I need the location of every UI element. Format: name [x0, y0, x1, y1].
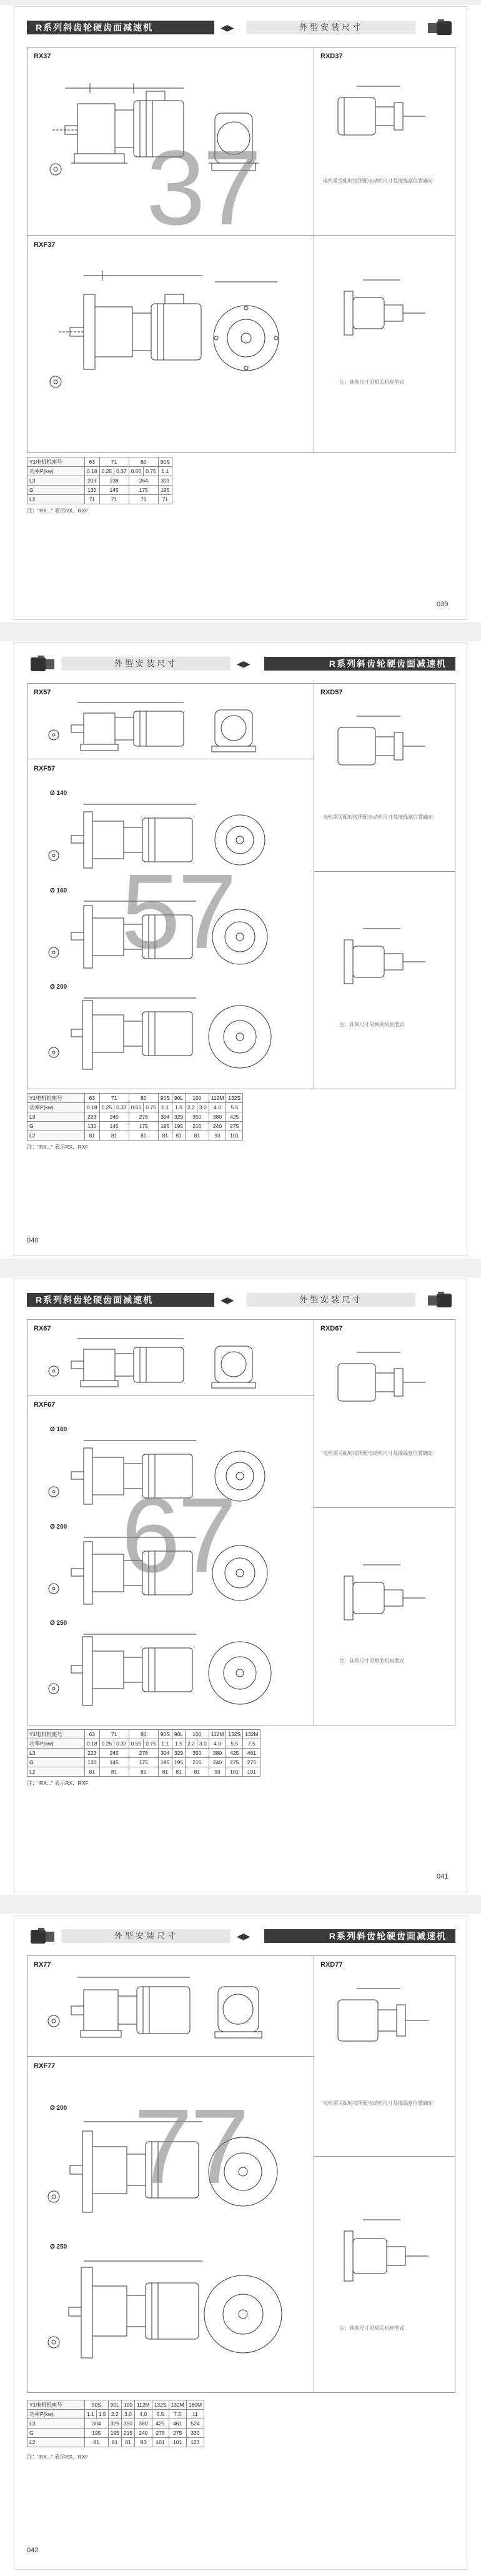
frame-size-watermark: 67 [121, 1476, 235, 1595]
page-number: 040 [27, 1237, 39, 1244]
header-arrow-icon: ◀▶ [237, 659, 250, 669]
table-row: G 130 145 175 195 195 215 240 275 275 [27, 1758, 260, 1767]
spec-table [27, 1729, 260, 1777]
flange-size-label: Ø 200 [50, 2105, 67, 2112]
table-row: L2 81 81 81 81 81 81 93 101 101 [27, 1767, 260, 1777]
model-label-top: RX67 [34, 1325, 51, 1332]
frame-size-watermark: 57 [121, 852, 235, 971]
drawing-frame-side [314, 683, 455, 1089]
foot-flange-drawing [325, 79, 444, 147]
series-title: R系列斜齿轮硬齿面减速机 [264, 1929, 455, 1943]
flange-mount-drawing [40, 1629, 302, 1717]
flange-side-drawing [325, 272, 444, 347]
table-row: L3 304 329 350 380 425 461 524 [27, 2419, 204, 2429]
table-row: Y1电机机座号 63 71 80 90S [27, 457, 172, 467]
catalog-page-039 [14, 6, 467, 620]
flange-size-label: Ø 200 [50, 984, 67, 991]
table-row: 功率P(kw) 0.18 0.25 0.37 0.55 0.75 1.1 [27, 467, 172, 476]
spec-table [27, 2400, 204, 2447]
header-arrow-icon: ◀▶ [221, 1295, 234, 1305]
header-arrow-icon: ◀▶ [221, 22, 234, 32]
drawing-frame-side [314, 47, 455, 453]
page-number: 042 [27, 2547, 39, 2554]
motor-thumbnail-icon [27, 1924, 56, 1948]
drawing-frame-main [27, 47, 314, 453]
motor-thumbnail-icon [27, 652, 56, 676]
table-footnote: 注："RX..." 表示RX、RXF [27, 1144, 89, 1150]
drawing-frame-main [27, 683, 314, 1089]
model-label-top: RX57 [34, 689, 51, 696]
table-row: L3 203 238 264 301 [27, 476, 172, 486]
side-note-2: 注：具体尺寸见相关机座型式 [339, 2325, 404, 2331]
model-label-top: RX77 [34, 1961, 51, 1969]
model-label-bottom: RXF57 [34, 765, 56, 772]
table-row: G 195 195 215 240 275 275 330 [27, 2429, 204, 2438]
flange-mount-drawing [40, 257, 302, 432]
table-row: L2 81 81 81 81 81 81 93 101 [27, 1131, 243, 1141]
foot-mount-drawing [40, 1334, 302, 1393]
table-row: L3 223 245 276 304 329 350 380 425 [27, 1112, 243, 1122]
model-label-bottom: RXF37 [34, 241, 56, 249]
flange-size-label: Ø 160 [50, 887, 67, 894]
table-row: Y1电机机座号 90S 90L 100 112M 132S 132M 160M [27, 2400, 204, 2410]
series-title: R系列斜齿轮硬齿面减速机 [264, 657, 455, 671]
model-label-side: RXD37 [320, 52, 343, 60]
series-title: R系列斜齿轮硬齿面减速机 [27, 1293, 214, 1307]
page-header [14, 16, 468, 39]
model-label-top: RX37 [34, 52, 51, 60]
table-row: 功率P(kw) 1.1 1.5 2.2 3.0 4.0 5.5 7.5 11 [27, 2410, 204, 2419]
model-label-bottom: RXF67 [34, 1401, 56, 1409]
page-header [14, 652, 468, 676]
flange-side-drawing [325, 2212, 444, 2294]
table-row: Y1电机机座号 63 71 80 90S 90L 100 112M 132S [27, 1094, 243, 1103]
side-note-1: 电机需另配时按所配电动机尺寸及接线盒位置确定 [323, 178, 433, 184]
spec-table [27, 457, 172, 504]
table-row: L2 71 71 71 71 [27, 495, 172, 504]
drawing-frame-main [27, 1319, 314, 1725]
motor-thumbnail-icon [427, 16, 455, 39]
page-number: 039 [437, 601, 449, 608]
table-row: 功率P(kw) 0.18 0.25 0.37 0.55 0.75 1.1 1.5 2.2 3.0 4.0 5.5 7.5 [27, 1739, 260, 1749]
model-label-side: RXD77 [320, 1961, 343, 1969]
flange-side-drawing [325, 1557, 444, 1632]
foot-flange-drawing [325, 709, 444, 777]
page-header [14, 1924, 468, 1948]
table-footnote: 注："RX..." 表示RX、RXF [27, 2454, 89, 2460]
catalog-page-042 [14, 1915, 467, 2570]
table-row: L3 223 245 276 304 329 350 380 425 461 [27, 1749, 260, 1758]
model-label-side: RXD57 [320, 689, 343, 696]
table-row: 功率P(kw) 0.18 0.25 0.37 0.55 0.75 1.1 1.5 2.2 3.0 4.0 5.5 [27, 1103, 243, 1112]
side-note-1: 电机需另配时按所配电动机尺寸及接线盒位置确定 [323, 814, 433, 820]
side-note-2: 注：具体尺寸见相关机座型式 [339, 379, 404, 385]
drawing-frame-side [314, 1319, 455, 1725]
flange-size-label: Ø 250 [50, 1620, 67, 1627]
spec-table [27, 1093, 243, 1141]
drawing-frame-side [314, 1955, 455, 2393]
catalog-page-041 [14, 1279, 467, 1892]
table-row: G 130 145 175 195 [27, 486, 172, 495]
side-note-2: 注：具体尺寸见相关机座型式 [339, 1658, 404, 1664]
flange-size-label: Ø 140 [50, 790, 67, 797]
side-note-1: 电机需另配时按所配电动机尺寸及接线盒位置确定 [323, 1450, 433, 1456]
flange-size-label: Ø 160 [50, 1426, 67, 1433]
page-number: 041 [437, 1873, 449, 1880]
series-title: R系列斜齿轮硬齿面减速机 [27, 21, 214, 34]
model-label-bottom: RXF77 [34, 2062, 56, 2070]
table-footnote: 注："RX..." 表示RX、RXF [27, 1780, 89, 1786]
section-title: 外型安装尺寸 [247, 1293, 415, 1307]
model-label-side: RXD67 [320, 1325, 343, 1332]
page-gap [0, 0, 481, 5]
section-title: 外型安装尺寸 [62, 657, 231, 671]
page-gap [0, 622, 481, 641]
foot-flange-drawing [325, 1345, 444, 1414]
side-note-1: 电机需另配时按所配电动机尺寸及接线盒位置确定 [323, 2100, 433, 2106]
motor-thumbnail-icon [427, 1288, 455, 1312]
side-note-2: 注：具体尺寸见相关机座型式 [339, 1022, 404, 1027]
table-row: G 130 145 175 195 195 215 240 275 [27, 1122, 243, 1131]
section-title: 外型安装尺寸 [62, 1929, 231, 1943]
flange-side-drawing [325, 921, 444, 996]
foot-mount-drawing [40, 697, 302, 757]
catalog-page-040 [14, 642, 467, 1256]
table-row: L2 81 81 81 93 101 101 123 [27, 2438, 204, 2447]
page-gap [0, 1259, 481, 1277]
flange-size-label: Ø 250 [50, 2244, 67, 2250]
frame-size-watermark: 37 [146, 129, 260, 247]
section-title: 外型安装尺寸 [247, 21, 415, 34]
table-row: Y1电机机座号 63 71 80 90S 90L 100 112M 132S 132M [27, 1730, 260, 1739]
page-gap [0, 1895, 481, 1914]
flange-size-label: Ø 200 [50, 1524, 67, 1530]
page-header [14, 1288, 468, 1312]
flange-mount-drawing [40, 993, 302, 1081]
header-arrow-icon: ◀▶ [237, 1931, 250, 1941]
frame-size-watermark: 77 [134, 2087, 247, 2206]
flange-mount-drawing [40, 2255, 302, 2374]
table-footnote: 注："RX..." 表示RX、RXF [27, 507, 89, 514]
foot-flange-drawing [325, 1981, 444, 2056]
foot-mount-drawing [40, 1971, 302, 2052]
drawing-frame-main [27, 1955, 314, 2393]
